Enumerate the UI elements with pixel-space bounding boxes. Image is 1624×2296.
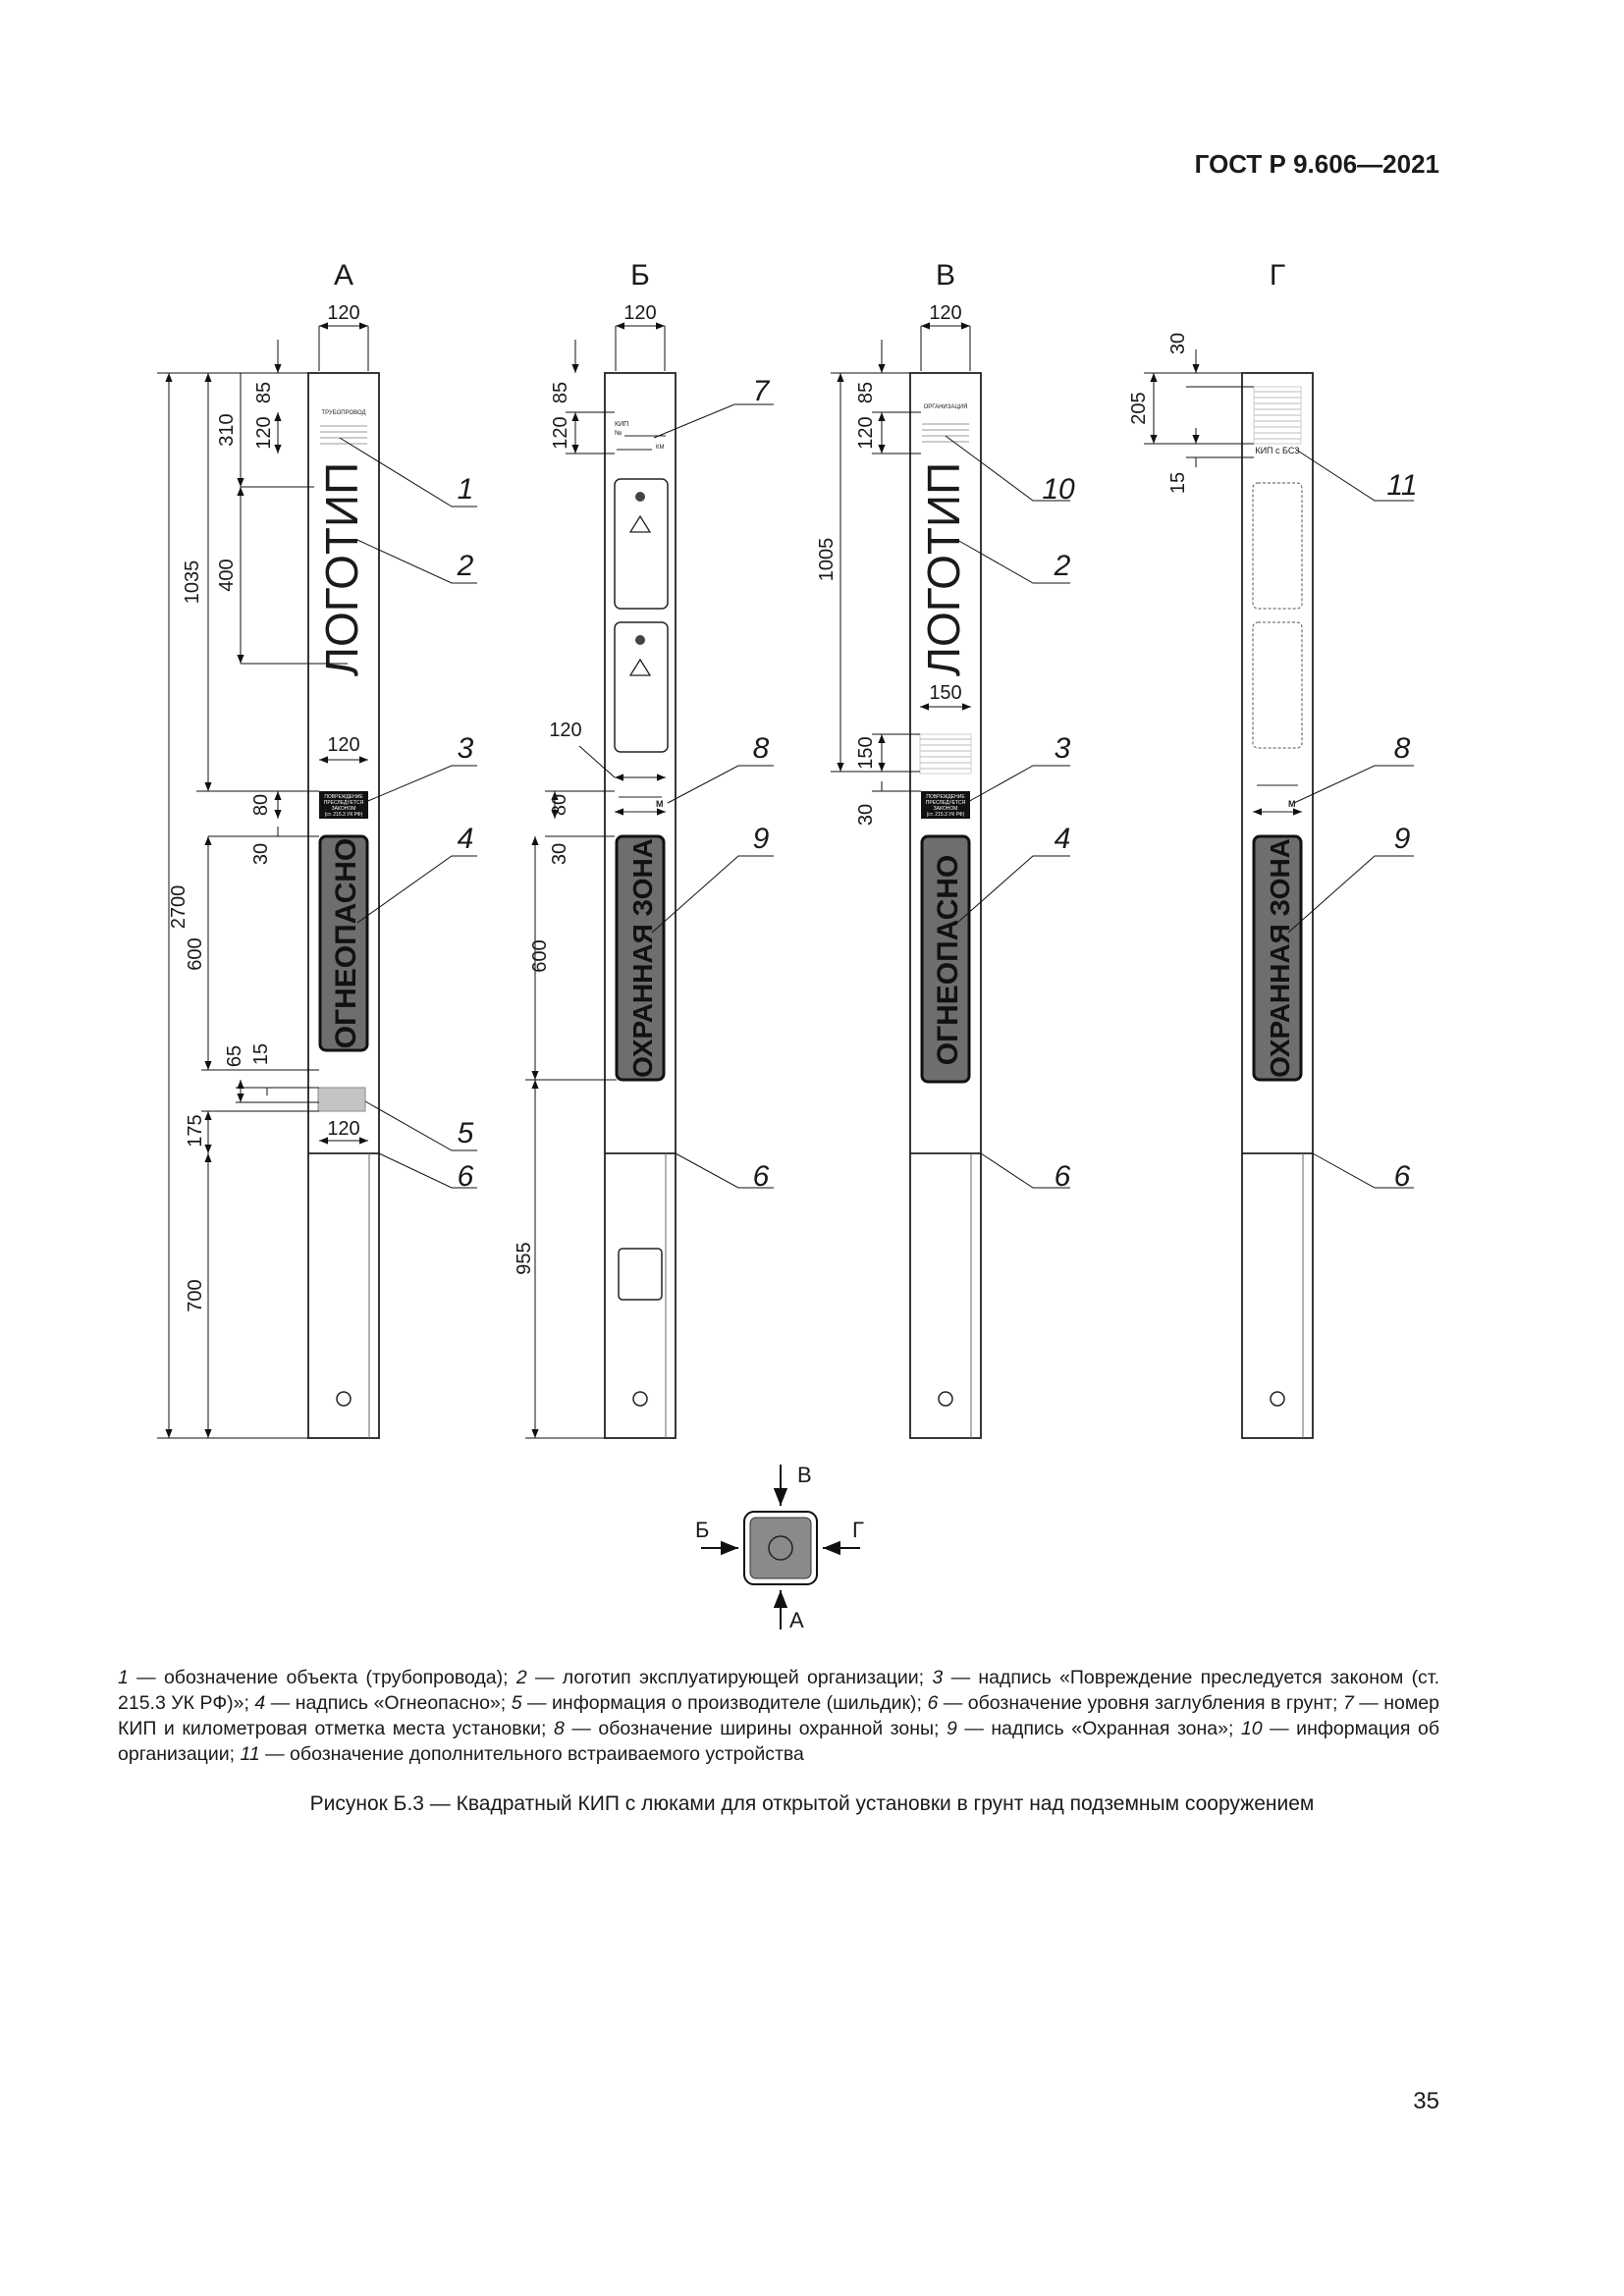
svg-text:10: 10 [1042,473,1075,506]
danger-text-a: ОГНЕОПАСНО [330,837,362,1049]
view-b [514,259,774,1438]
svg-text:1005: 1005 [816,537,838,582]
svg-text:80: 80 [549,793,570,817]
svg-text:4: 4 [1054,823,1071,855]
svg-text:150: 150 [929,682,962,704]
upper-hatch-g [1253,483,1302,609]
mounting-hole-v [939,1392,952,1406]
mounting-hole-b [633,1392,647,1406]
svg-text:ЗАКОНОМ: ЗАКОНОМ [331,806,356,812]
svg-text:175: 175 [185,1114,206,1148]
svg-text:85: 85 [550,381,571,404]
high-voltage-icon-1 [630,516,650,532]
svg-text:120: 120 [327,734,360,756]
svg-text:ПРЕСЛЕДУЕТСЯ: ПРЕСЛЕДУЕТСЯ [323,800,364,806]
svg-text:КМ: КМ [656,445,665,451]
svg-text:2: 2 [457,550,474,582]
svg-text:М: М [656,799,664,809]
figure-caption: Рисунок Б.3 — Квадратный КИП с люками для открытой установки в грунт над подземным сооружением [309,1792,1315,1815]
svg-text:7: 7 [752,375,770,407]
svg-text:30: 30 [549,842,570,866]
logo-v: ЛОГОТИП [918,461,969,677]
standard-number: ГОСТ Р 9.606—2021 [1194,149,1439,179]
svg-text:205: 205 [1128,392,1150,425]
mounting-hole-g [1271,1392,1284,1406]
svg-text:310: 310 [216,413,238,447]
lower-hatch-g [1253,622,1302,748]
svg-text:8: 8 [1393,732,1411,765]
svg-text:30: 30 [250,842,272,866]
svg-text:6: 6 [1393,1160,1411,1193]
svg-text:120: 120 [855,416,877,450]
high-voltage-icon-2 [630,660,650,675]
svg-text:65: 65 [224,1044,245,1068]
svg-text:120: 120 [623,302,657,324]
svg-text:9: 9 [752,823,770,855]
svg-text:4: 4 [457,823,474,855]
svg-text:6: 6 [457,1160,474,1193]
svg-text:955: 955 [514,1242,535,1275]
svg-text:(ст. 215.3 УК РФ): (ст. 215.3 УК РФ) [926,812,965,818]
danger-text-v: ОГНЕОПАСНО [932,854,964,1066]
svg-text:120: 120 [929,302,962,324]
svg-text:3: 3 [1054,732,1071,765]
svg-text:1035: 1035 [182,560,203,605]
nameplate-a [318,1088,365,1111]
svg-text:600: 600 [529,939,551,973]
view-a [157,259,477,1438]
svg-text:9: 9 [1393,823,1411,855]
device-field-g [1254,387,1301,444]
svg-text:КИП: КИП [615,421,629,428]
svg-text:30: 30 [855,803,877,827]
svg-text:М: М [1288,799,1296,809]
mounting-hole-a [337,1392,351,1406]
view-g-letter: Г [1269,259,1286,292]
svg-text:ПОВРЕЖДЕНИЕ: ПОВРЕЖДЕНИЕ [324,794,363,800]
svg-text:Г: Г [852,1518,864,1542]
svg-text:85: 85 [253,381,275,404]
logo-a: ЛОГОТИП [316,461,367,677]
figure-legend: 1 — обозначение объекта (трубопровода); 2 — логотип эксплуатирующей организации; 3 — надпись «Повреждение преследуется законом (ст. 215.3 УК РФ)»; 4 — надпись «Огнеопасно»; 5 — информация о производителе (шильдик); 6 — обозначение уровня заглубления в грунт; 7 — номер КИП и километровая отметка места установки; 8 — обозначение ширины охранной зоны; 9 — надпись «Охранная зона»; 10 — информация об организации; 11 — обозначение дополнительного встраиваемого устройства [118,1667,1439,1765]
lock-icon-2 [635,635,645,645]
svg-text:А: А [789,1608,804,1632]
svg-text:2: 2 [1054,550,1071,582]
svg-text:30: 30 [1167,332,1189,355]
center-circle [769,1536,792,1560]
svg-text:ПОВРЕЖДЕНИЕ: ПОВРЕЖДЕНИЕ [926,794,965,800]
svg-text:120: 120 [550,416,571,450]
svg-text:120: 120 [549,720,582,741]
svg-text:В: В [797,1463,812,1487]
svg-text:15: 15 [1167,471,1189,495]
device-label: КИП с БСЗ [1255,446,1300,455]
svg-text:600: 600 [185,937,206,971]
svg-text:700: 700 [185,1279,206,1312]
svg-text:ЗАКОНОМ: ЗАКОНОМ [933,806,958,812]
svg-text:11: 11 [1386,469,1418,502]
lock-icon-1 [635,492,645,502]
zone-text-b: ОХРАННАЯ ЗОНА [627,838,658,1078]
view-v [816,259,1075,1438]
svg-text:6: 6 [752,1160,770,1193]
svg-text:Б: Б [695,1518,710,1542]
svg-text:5: 5 [457,1117,474,1149]
svg-text:6: 6 [1054,1160,1071,1193]
svg-text:(ст. 215.3 УК РФ): (ст. 215.3 УК РФ) [324,812,363,818]
svg-text:8: 8 [752,732,770,765]
svg-text:120: 120 [327,302,360,324]
pipeline-label: ТРУБОПРОВОД [321,410,366,416]
plan-view [695,1463,864,1632]
view-a-letter: А [333,259,354,292]
svg-text:120: 120 [327,1118,360,1140]
svg-text:85: 85 [855,381,877,404]
free-field-v [920,734,971,774]
svg-text:3: 3 [457,732,474,765]
view-g [1128,259,1418,1438]
svg-text:1: 1 [457,473,474,506]
zone-text-g: ОХРАННАЯ ЗОНА [1265,838,1295,1078]
svg-text:ПРЕСЛЕДУЕТСЯ: ПРЕСЛЕДУЕТСЯ [925,800,966,806]
org-label: ОРГАНИЗАЦИЯ [923,404,968,410]
page-number: 35 [1413,2088,1439,2114]
svg-text:400: 400 [216,559,238,592]
svg-text:80: 80 [250,793,272,817]
svg-text:2700: 2700 [168,884,189,930]
svg-text:120: 120 [253,416,275,450]
svg-text:15: 15 [250,1042,272,1066]
svg-text:150: 150 [855,736,877,770]
view-b-letter: Б [630,259,650,292]
svg-text:№: № [615,430,623,437]
lower-hatch-b [619,1249,662,1300]
view-v-letter: В [935,259,956,292]
